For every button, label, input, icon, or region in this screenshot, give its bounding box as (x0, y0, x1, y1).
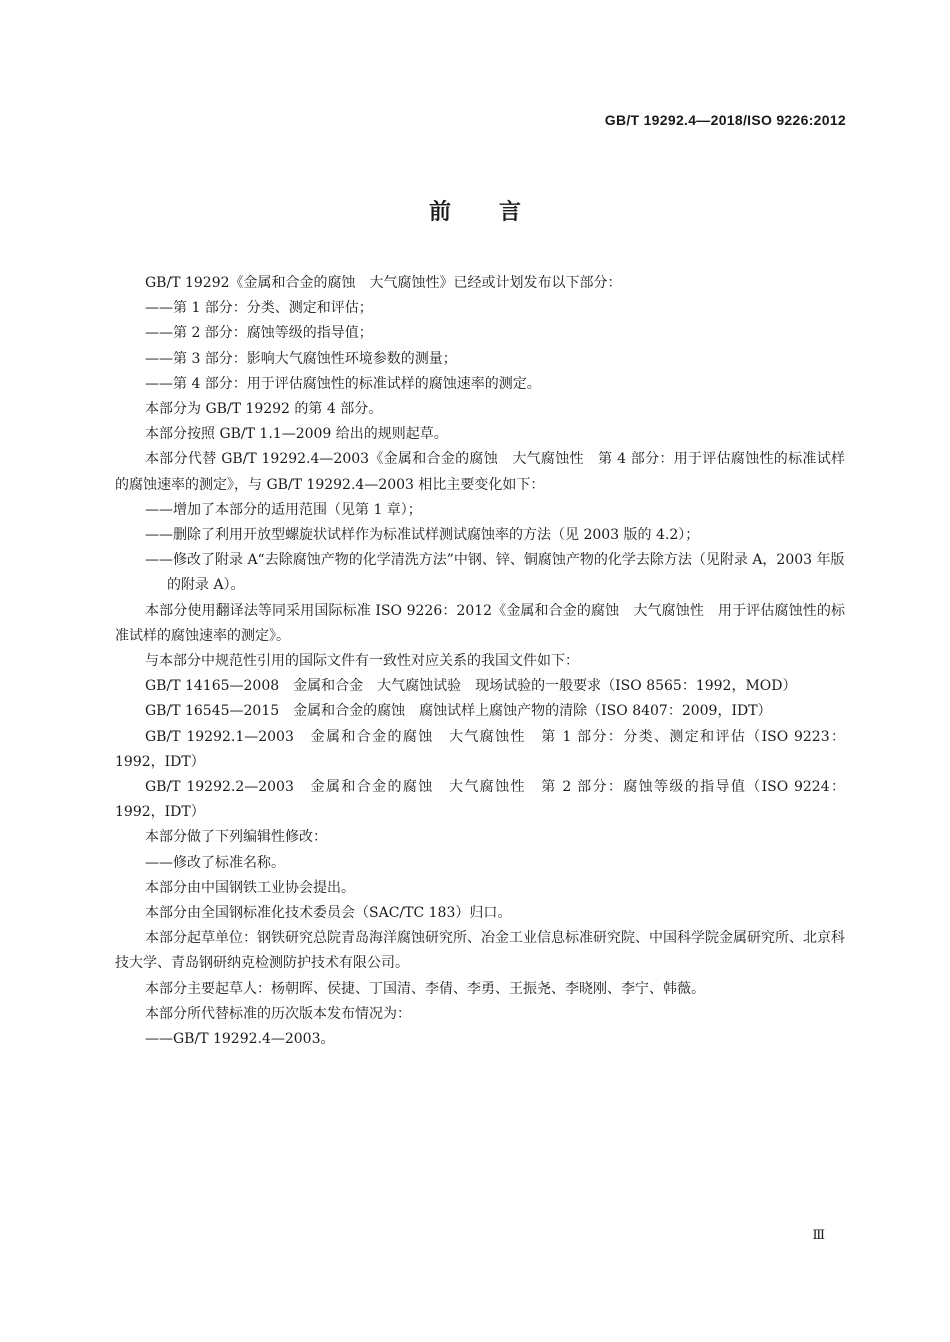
list-item: ——第 2 部分：腐蚀等级的指导值； (145, 325, 373, 342)
list-item: ——修改了标准名称。 (145, 854, 285, 871)
page-title: 前言 (428, 200, 569, 225)
list-item: ——GB/T 19292.4—2003。 (145, 1031, 335, 1048)
list-item: ——第 3 部分：影响大气腐蚀性环境参数的测量； (145, 350, 457, 367)
paragraph: 本部分由全国钢标准化技术委员会（SAC/TC 183）归口。 (145, 905, 512, 922)
list-item: ——第 1 部分：分类、测定和评估； (145, 300, 373, 317)
paragraph: 本部分按照 GB/T 1.1—2009 给出的规则起草。 (145, 426, 448, 443)
paragraph: GB/T 19292《金属和合金的腐蚀 大气腐蚀性》已经或计划发布以下部分： (145, 275, 622, 291)
standard-code-header: GB/T 19292.4—2018/ISO 9226:2012 (604, 112, 846, 128)
paragraph: 本部分代替 GB/T 19292.4—2003《金属和合金的腐蚀 大气腐蚀性 第 4 部分：用于评估腐蚀性的标准试样的腐蚀速率的测定》，与 GB/T 19292.4—2003 相比主要变化如下： (115, 451, 845, 493)
paragraph: 本部分做了下列编辑性修改： (145, 829, 327, 846)
paragraph: GB/T 19292.2—2003 金属和合金的腐蚀 大气腐蚀性 第 2 部分：腐蚀等级的指导值（ISO 9224：1992，IDT） (115, 779, 845, 821)
list-item: ——删除了利用开放型螺旋状试样作为标准试样测试腐蚀率的方法（见 2003 版的 4.2）； (145, 527, 700, 544)
paragraph: 本部分主要起草人：杨朝晖、侯捷、丁国清、李倩、李勇、王振尧、李晓刚、李宁、韩薇。 (145, 980, 705, 997)
list-item: ——修改了附录 A“去除腐蚀产物的化学清洗方法”中钢、锌、铜腐蚀产物的化学去除方法（见附录 A，2003 年版的附录 A）。 (145, 552, 845, 594)
list-item: ——增加了本部分的适用范围（见第 1 章）； (145, 501, 422, 518)
paragraph: GB/T 19292.1—2003 金属和合金的腐蚀 大气腐蚀性 第 1 部分：分类、测定和评估（ISO 9223：1992，IDT） (115, 728, 845, 770)
page-number: Ⅲ (812, 1228, 825, 1243)
paragraph: GB/T 16545—2015 金属和合金的腐蚀 腐蚀试样上腐蚀产物的清除（ISO 8407：2009，IDT） (145, 703, 772, 720)
paragraph: 本部分使用翻译法等同采用国际标准 ISO 9226：2012《金属和合金的腐蚀 大气腐蚀性 用于评估腐蚀性的标准试样的腐蚀速率的测定》。 (115, 602, 845, 644)
paragraph: 本部分为 GB/T 19292 的第 4 部分。 (145, 401, 383, 418)
paragraph: 本部分起草单位：钢铁研究总院青岛海洋腐蚀研究所、冶金工业信息标准研究院、中国科学院金属研究所、北京科技大学、青岛钢研纳克检测防护技术有限公司。 (115, 930, 845, 972)
list-item: ——第 4 部分：用于评估腐蚀性的标准试样的腐蚀速率的测定。 (145, 375, 541, 392)
paragraph: 本部分由中国钢铁工业协会提出。 (145, 879, 355, 896)
foreword-body (115, 271, 845, 1052)
paragraph: GB/T 14165—2008 金属和合金 大气腐蚀试验 现场试验的一般要求（ISO 8565：1992，MOD） (145, 678, 797, 695)
paragraph: 与本部分中规范性引用的国际文件有一致性对应关系的我国文件如下： (145, 653, 579, 670)
paragraph: 本部分所代替标准的历次版本发布情况为： (145, 1005, 411, 1022)
